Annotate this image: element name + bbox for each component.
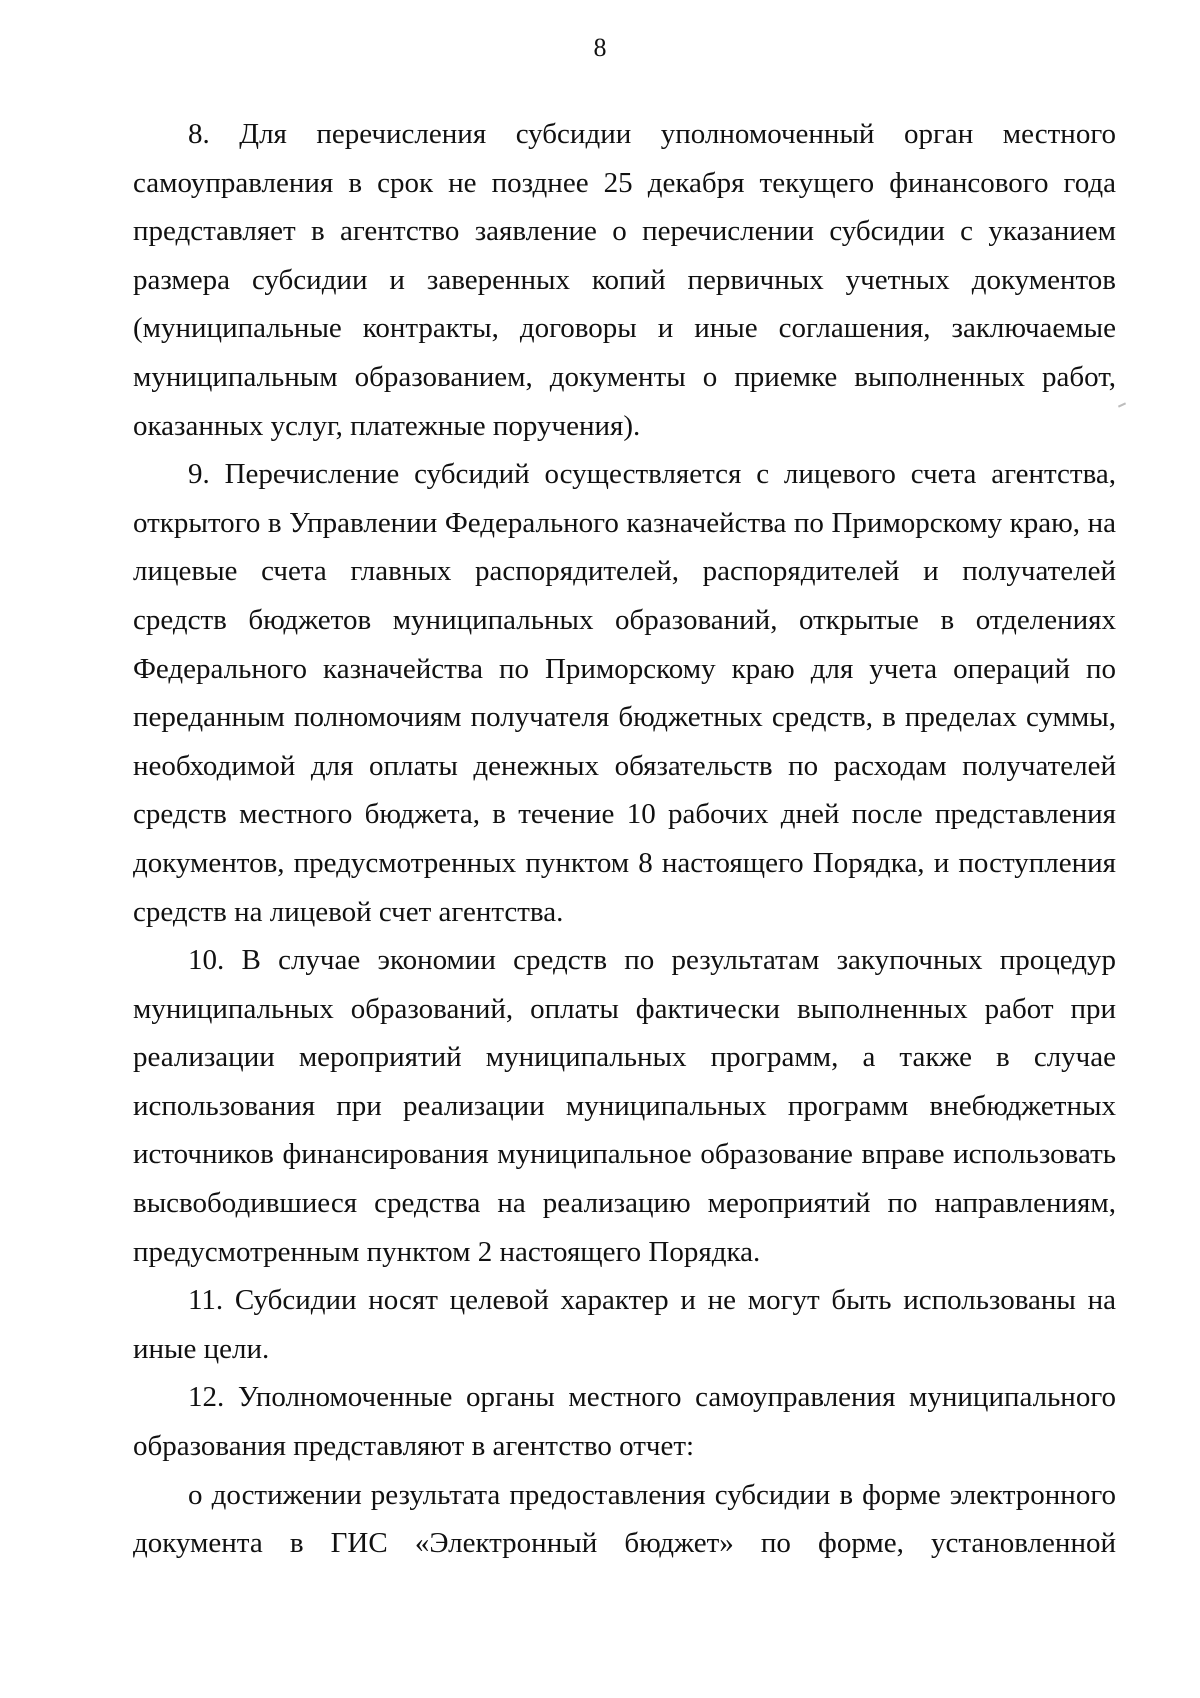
paragraph-12-report-item: о достижении результата предоставления субсидии в форме электронного документа в ГИС «Электронный бюджет» по форме, установленной — [133, 1478, 1116, 1560]
paragraph-12: 12. Уполномоченные органы местного самоуправления муниципального образования представляют в агентство отчет: — [133, 1381, 1116, 1463]
document-body — [133, 110, 1116, 1568]
paragraph-8: 8. Для перечисления субсидии уполномоченный орган местного самоуправления в срок не позднее 25 декабря текущего финансового года представляет в агентство заявление о перечислении субсидии с указанием размера субсидии и заверенных копий первичных учетных документов (муниципальные контракты, договоры и иные соглашения, заключаемые муниципальным образованием, документы о приемке выполненных работ, оказанных услуг, платежные поручения). — [133, 118, 1116, 442]
paragraph-9: 9. Перечисление субсидий осуществляется с лицевого счета агентства, открытого в Управлении Федерального казначейства по Приморскому краю, на лицевые счета главных распорядителей, распорядителей и получателей средств бюджетов муниципальных образований, открытые в отделениях Федерального казначейства по Приморскому краю для учета операций по переданным полномочиям получателя бюджетных средств, в пределах суммы, необходимой для оплаты денежных обязательств по расходам получателей средств местного бюджета, в течение 10 рабочих дней после представления документов, предусмотренных пунктом 8 настоящего Порядка, и поступления средств на лицевой счет агентства. — [133, 458, 1116, 928]
scan-speck — [1118, 402, 1126, 407]
paragraph-11: 11. Субсидии носят целевой характер и не могут быть использованы на иные цели. — [133, 1284, 1116, 1365]
paragraph-10: 10. В случае экономии средств по результатам закупочных процедур муниципальных образований, оплаты фактически выполненных работ при реализации мероприятий муниципальных программ, а также в случае использования при реализации муниципальных программ внебюджетных источников финансирования муниципальное образование вправе использовать высвободившиеся средства на реализацию мероприятий по направлениям, предусмотренным пунктом 2 настоящего Порядка. — [133, 944, 1116, 1268]
page-number: 8 — [593, 33, 607, 62]
